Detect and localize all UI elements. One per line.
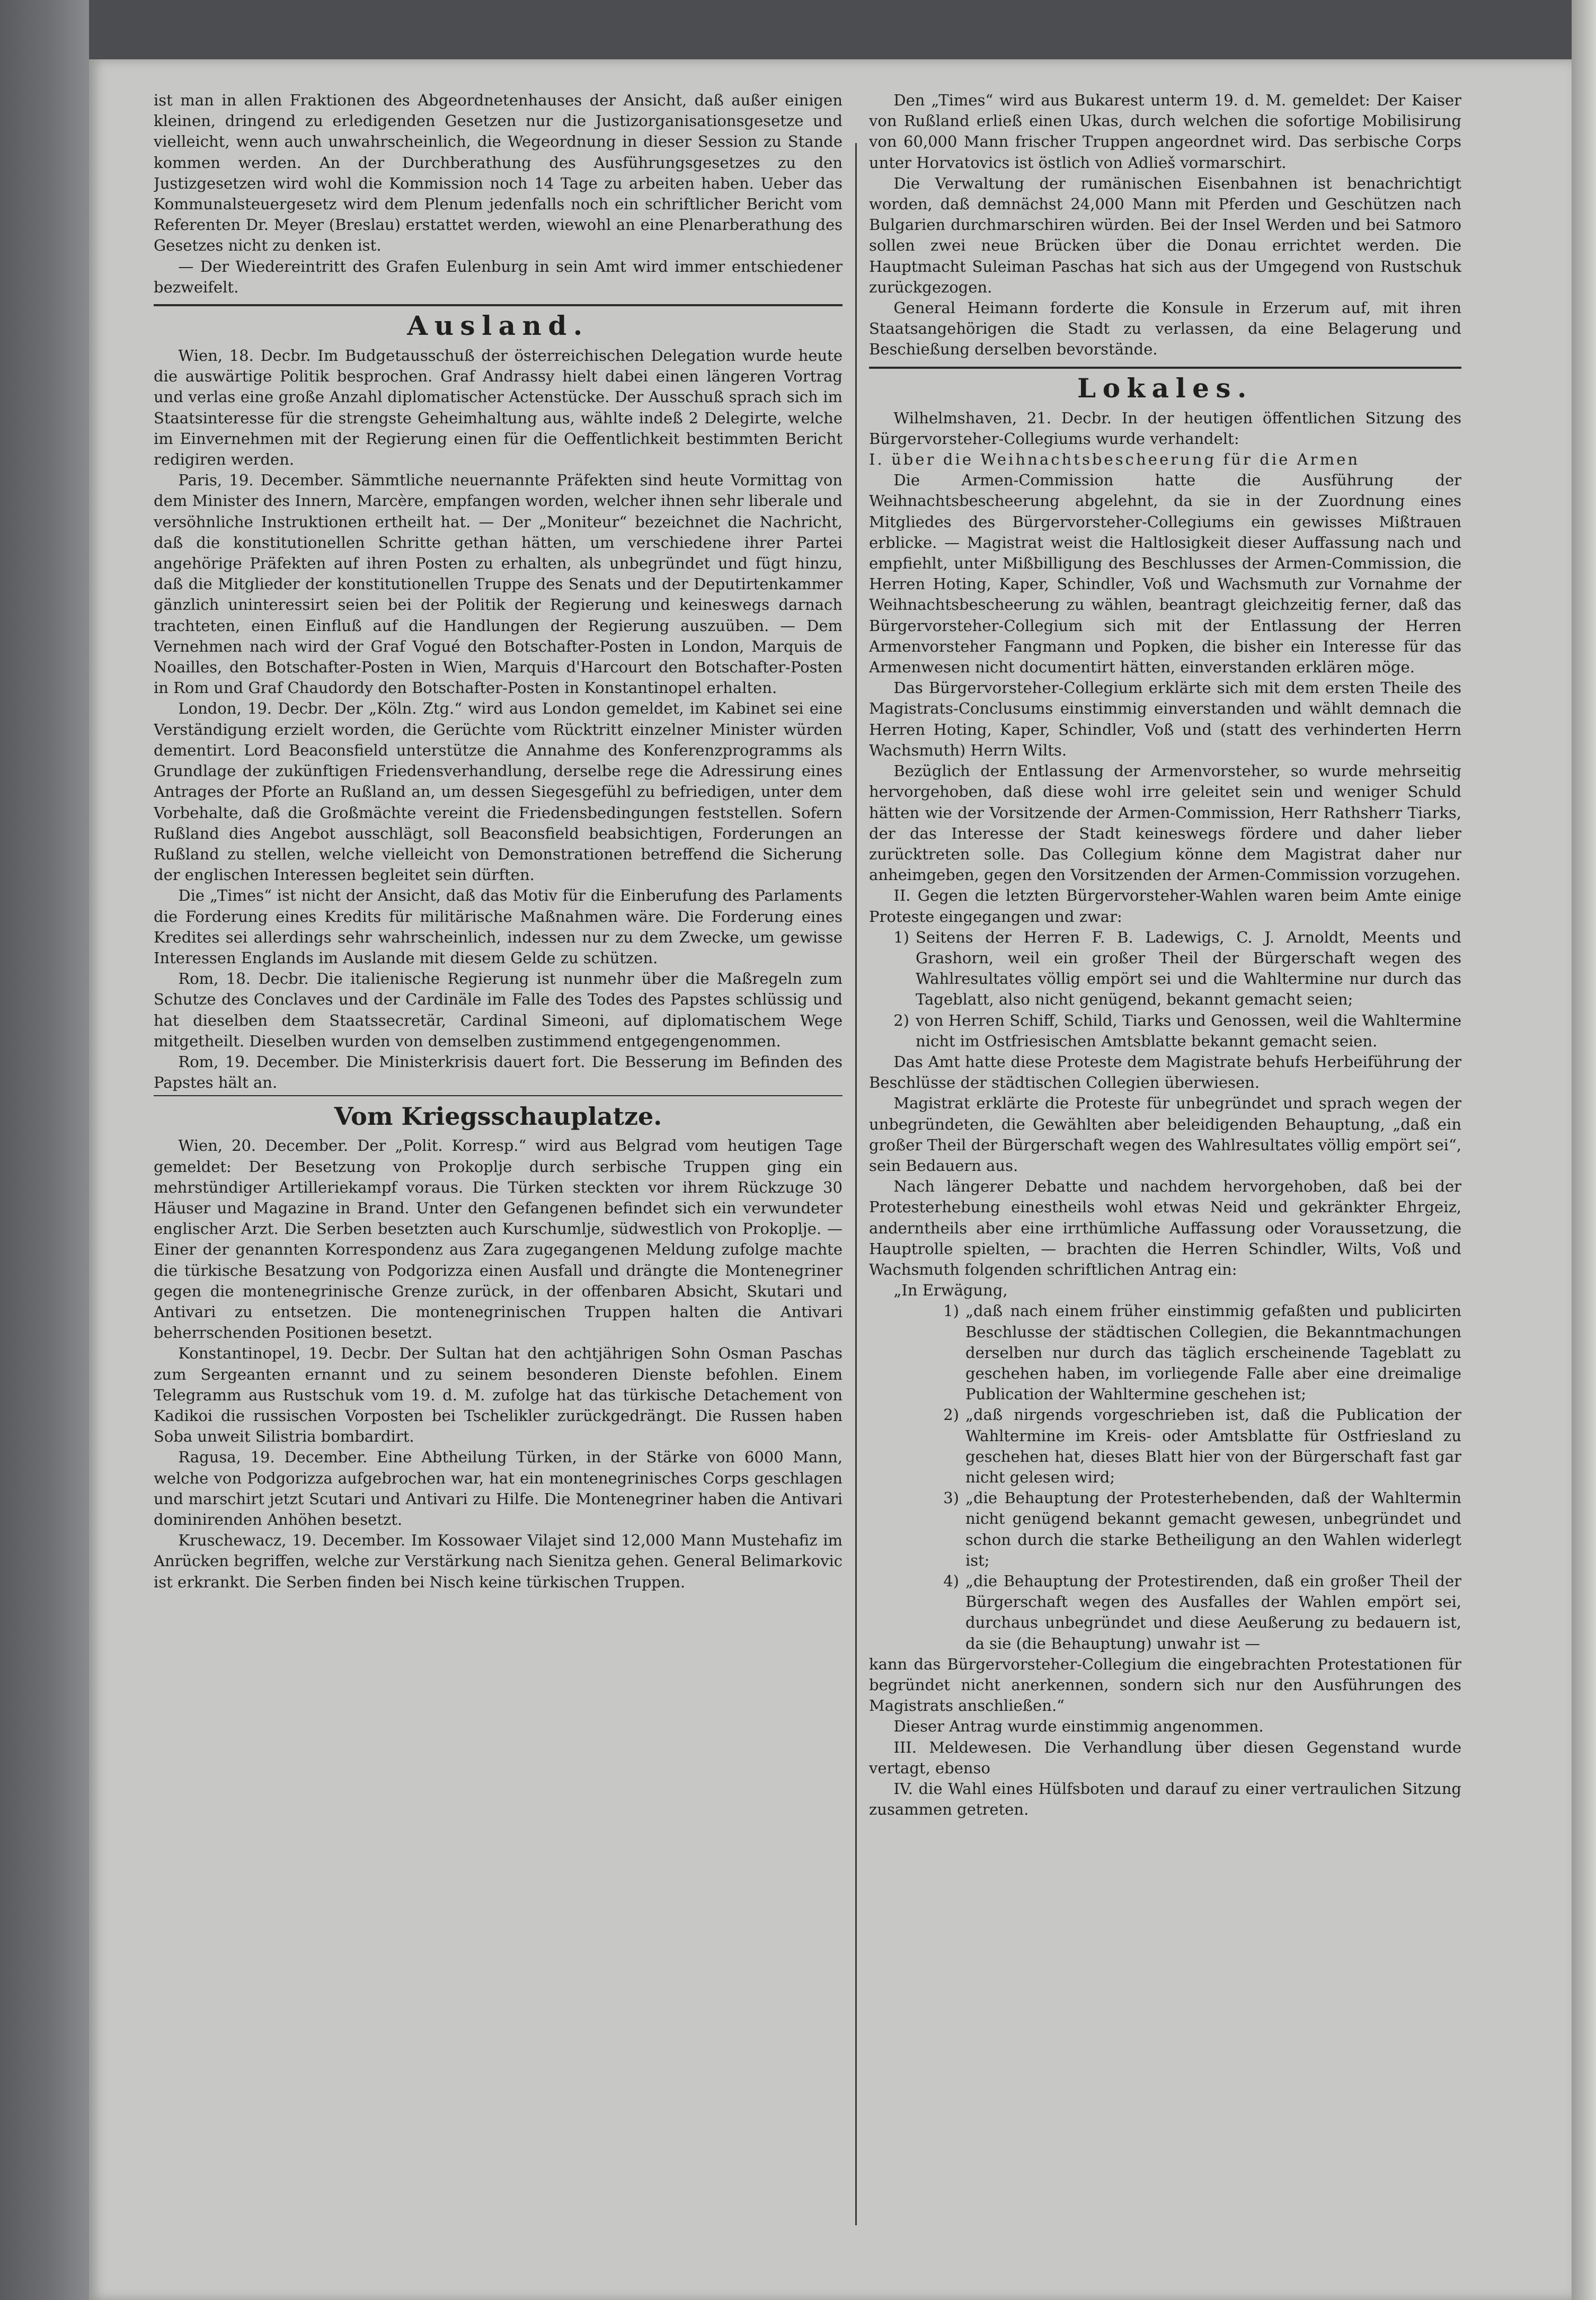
article-paragraph: Paris, 19. December. Sämmtliche neuernannte Präfekten sind heute Vormittag von dem Minister des Innern, Marcère, empfangen worden, welcher ihnen sehr liberale und versöhnliche Instruktionen ertheilt hat. — Der „Moniteur“ bezeichnet die Nachricht, daß die konstitutionellen Schritte gethan hätten, um verschiedene ihrer Partei angehörige Präfekten auf ihren Posten zu erhalten, als unbegründet und fügt hinzu, daß die Mitglieder der konstitutionellen Truppe des Senats und der Deputirtenkammer gänzlich uninteressirt seien bei der Politik der Regierung und keineswegs darnach trachteten, einen Einfluß auf die Handlungen der Regierung auszuüben. — Dem Vernehmen nach wird der Graf Vogué den Botschafter-Posten in London, Marquis de Noailles, den Botschafter-Posten in Wien, Marquis d'Harcourt den Botschafter-Posten in Rom und Graf Chaudordy den Botschafter-Posten in Konstantinopel erhalten. (154, 471, 843, 697)
intro-paragraph: ist man in allen Fraktionen des Abgeordnetenhauses der Ansicht, daß außer einigen kleinen, dringend zu erledigenden Gesetzen nur die Justizorganisationsgesetze und vielleicht, wenn auch unwahrscheinlich, die Wegeordnung in dieser Session zu Stande kommen werden. An der Durchberathung des Ausführungsgesetzes zu den Justizgesetzen wird wohl die Kommission noch 14 Tage zu arbeiten haben. Ueber das Kommunalsteuergesetz wird dem Plenum jedenfalls noch ein schriftlicher Bericht vom Referenten Dr. Meyer (Breslau) erstattet werden, wiewohl an eine Plenarberathung des Gesetzes nicht zu denken ist. (154, 91, 843, 255)
section-rule (154, 304, 843, 306)
kriegsschauplatz-heading: Vom Kriegsschauplatze. (334, 1102, 662, 1131)
antrag-item (869, 1301, 1461, 1405)
article-paragraph: Das Bürgervorsteher-Collegium erklärte sich mit dem ersten Theile des Magistrats-Conclusums einstimmig einverstanden und wählt demnach die Herren Hoting, Kaper, Schindler, Voß und (statt des verhinderten Herrn Wachsmuth) Herrn Wilts. (869, 679, 1461, 759)
article-paragraph: Wien, 18. Decbr. Im Budgetausschuß der österreichischen Delegation wurde heute die auswärtige Politik besprochen. Graf Andrassy hielt dabei einen längeren Vortrag und verlas eine große Anzahl diplomatischer Actenstücke. Der Ausschuß sprach sich im Staatsinteresse für die strengste Geheimhaltung aus, wählte indeß 2 Delegirte, welche im Einvernehmen mit der Regierung einen für die Oeffentlichkeit bestimmten Bericht redigiren werden. (154, 347, 843, 469)
article-paragraph: Das Amt hatte diese Proteste dem Magistrate behufs Herbeiführung der Beschlüsse der städtischen Collegien überwiesen. (869, 1052, 1461, 1092)
article-paragraph: IV. die Wahl eines Hülfsboten und darauf zu einer vertraulichen Sitzung zusammen getreten. (869, 1780, 1461, 1819)
article-paragraph: Rom, 19. December. Die Ministerkrisis dauert fort. Die Besserung im Befinden des Papstes hält an. (154, 1052, 843, 1092)
protest-item-number: 2) (893, 1011, 909, 1029)
article-paragraph: III. Meldewesen. Die Verhandlung über diesen Gegenstand wurde vertagt, ebenso (869, 1738, 1461, 1777)
article-paragraph: Die „Times“ ist nicht der Ansicht, daß das Motiv für die Einberufung des Parlaments die Forderung eines Kredits für militärische Maßnahmen wäre. Die Forderung eines Kredites sei allerdings sehr wahrscheinlich, indessen nur zu dem Zwecke, um gewisse Interessen Englands im Auslande mit diesem Gelde zu schützen. (154, 886, 843, 967)
antrag-item-number: 1) (943, 1302, 959, 1320)
antrag-item-number: 4) (943, 1572, 959, 1591)
protest-item-text: Seitens der Herren F. B. Ladewigs, C. J. Arnoldt, Meents und Grashorn, weil ein großer Theil der Bürgerschaft wegen des Wahlresultates völlig empört sei und die Wahltermine nur durch das Tageblatt, also nicht genügend, bekannt gemacht seien; (916, 928, 1461, 1009)
article-paragraph: Konstantinopel, 19. Decbr. Der Sultan hat den achtjährigen Sohn Osman Paschas zum Sergeanten ernannt und zu seinem besonderen Dienste befohlen. Einem Telegramm aus Rustschuk vom 19. d. M. zufolge hat das türkische Detachement von Kadikoi die russischen Vorposten bei Tschelikler zurückgedrängt. Die Russen haben Soba unweit Silistria bombardirt. (154, 1344, 843, 1446)
protest-item (869, 927, 1461, 1010)
antrag-item-number: 3) (943, 1489, 959, 1507)
lokales-heading: Lokales. (1077, 372, 1253, 404)
protest-item (869, 1010, 1461, 1052)
article-paragraph: General Heimann forderte die Konsule in Erzerum auf, mit ihren Staatsangehörigen die Stadt zu verlassen, da eine Belagerung und Beschießung derselben bevorstände. (869, 299, 1461, 359)
article-paragraph: Wien, 20. December. Der „Polit. Korresp.“ wird aus Belgrad vom heutigen Tage gemeldet: Der Besetzung von Prokoplje durch serbische Truppen ging ein mehrstündiger Artilleriekampf voraus. Die Türken steckten vor ihrem Rückzuge 30 Häuser und Magazine in Brand. Unter den Gefangenen befindet sich ein verwundeter englischer Arzt. Die Serben besetzten auch Kurschumlje, südwestlich von Prokoplje. — Einer der genannten Korrespondenz aus Zara zugegangenen Meldung zufolge machte die türkische Besatzung von Podgorizza einen Ausfall und drängte die Montenegriner gegen die montenegrinische Grenze zurück, in der offenbaren Absicht, Skutari und Antivari zu entsetzen. Die montenegrinischen Truppen halten die Antivari beherrschenden Positionen besetzt. (154, 1136, 843, 1342)
left-column (154, 90, 843, 2231)
antrag-intro: „In Erwägung, (893, 1281, 1008, 1300)
article-paragraph: kann das Bürgervorsteher-Collegium die eingebrachten Protestationen für begründet nicht anerkennen, sondern sich nur den Ausführungen des Magistrats anschließen.“ (869, 1655, 1461, 1715)
intro-paragraph: — Der Wiedereintritt des Grafen Eulenburg in sein Amt wird immer entschiedener bezweifelt. (154, 257, 843, 296)
article-paragraph: Den „Times“ wird aus Bukarest unterm 19. d. M. gemeldet: Der Kaiser von Rußland erließ einen Ukas, durch welchen die sofortige Mobilisirung von 60,000 Mann frischer Truppen angeordnet wird. Das serbische Corps unter Horvatovics ist östlich von Adlieš vormarschirt. (869, 91, 1461, 172)
right-column (869, 90, 1461, 2231)
article-paragraph: Bezüglich der Entlassung der Armenvorsteher, so wurde mehrseitig hervorgehoben, daß diese wohl irre geleitet sein und weniger Schuld hätten wie der Vorsitzende der Armen-Commission, Herr Rathsherr Tiarks, der das Interesse der Stadt keineswegs fördere und daher lieber zurücktreten solle. Das Collegium könne dem Magistrat daher nur anheimgeben, gegen den Vorsitzenden der Armen-Commission vorzugehen. (869, 762, 1461, 884)
article-paragraph: Ragusa, 19. December. Eine Abtheilung Türken, in der Stärke von 6000 Mann, welche von Podgorizza aufgebrochen war, hat ein montenegrinisches Corps geschlagen und marschirt jetzt Scutari und Antivari zu Hilfe. Die Montenegriner haben die Antivari dominirenden Anhöhen besetzt. (154, 1448, 843, 1529)
article-paragraph: Magistrat erklärte die Proteste für unbegründet und sprach wegen der unbegründeten, die Gewählten aber beleidigenden Behauptung, „daß ein großer Theil der Bürgerschaft wegen des Wahlresultates völlig empört sei“, sein Bedauern aus. (869, 1094, 1461, 1175)
book-binding (0, 0, 89, 2300)
column-divider (855, 143, 857, 2225)
antrag-item (869, 1405, 1461, 1488)
antrag-item (869, 1488, 1461, 1571)
antrag-item-text: „daß nirgends vorgeschrieben ist, daß die Publication der Wahltermine im Kreis- oder Amtsblatte für Ostfriesland zu geschehen hat, dieses Blatt hier von der Bürgerschaft fast gar nicht gelesen wird; (965, 1406, 1461, 1486)
page-edge (1572, 0, 1596, 2300)
antrag-item-text: „die Behauptung der Protesterhebenden, daß der Wahltermin nicht genügend bekannt gemacht gewesen, unbegründet und schon durch die starke Betheiligung an den Wahlen widerlegt ist; (965, 1489, 1461, 1569)
antrag-item-text: „daß nach einem früher einstimmig gefaßten und publicirten Beschlusse der städtischen Collegien, die Bekanntmachungen derselben nur durch das täglich erscheinende Tageblatt zu geschehen haben, im vorliegende Falle aber eine dreimalige Publication der Wahltermine geschehen ist; (965, 1302, 1461, 1404)
article-paragraph: II. Gegen die letzten Bürgervorsteher-Wahlen waren beim Amte einige Proteste eingegangen und zwar: (869, 886, 1461, 926)
antrag-item-number: 2) (943, 1406, 959, 1424)
article-paragraph: Kruschewacz, 19. December. Im Kossowaer Vilajet sind 12,000 Mann Mustehafiz im Anrücken begriffen, welche zur Verstärkung nach Sienitza gehen. General Belimarkovic ist erkrankt. Die Serben finden bei Nisch keine türkischen Truppen. (154, 1531, 843, 1591)
section-rule (154, 1095, 843, 1096)
article-paragraph: Die Verwaltung der rumänischen Eisenbahnen ist benachrichtigt worden, daß demnächst 24,000 Mann mit Pferden und Geschützen nach Bulgarien durchmarschiren würden. Bei der Insel Werden und bei Satmoro sollen zwei neue Brücken über die Donau errichtet werden. Die Hauptmacht Suleiman Paschas hat sich aus der Umgegend von Rustschuk zurückgezogen. (869, 174, 1461, 296)
protest-item-number: 1) (893, 928, 909, 946)
antrag-item (869, 1571, 1461, 1654)
ausland-heading: Ausland. (407, 310, 589, 342)
lokales-intro: Wilhelmshaven, 21. Decbr. In der heutigen öffentlichen Sitzung des Bürgervorsteher-Collegiums wurde verhandelt: (869, 409, 1461, 448)
article-paragraph: London, 19. Decbr. Der „Köln. Ztg.“ wird aus London gemeldet, im Kabinet sei eine Verständigung erzielt worden, die Gerüchte vom Rücktritt einzelner Minister würden dementirt. Lord Beaconsfield unterstütze die Annahme des Konferenzprogramms als Grundlage der zukünftigen Friedensverhandlung, derselbe rege die Adressirung eines Antrages der Pforte an Rußland an, um dessen Siegesgefühl zu befriedigen, unter dem Vorbehalte, daß die Großmächte vereint die Friedensbedingungen feststellen. Sofern Rußland dies Angebot ausschlägt, soll Beaconsfield beabsichtigen, Forderungen an Rußland zu stellen, welche vielleicht von Demonstrationen betreffend die Sicherung der englischen Interessen begleitet sein dürften. (154, 699, 843, 884)
antrag-item-text: „die Behauptung der Protestirenden, daß ein großer Theil der Bürgerschaft wegen des Ausfalles der Wahlen empört sei, durchaus unbegründet und diese Aeußerung zu bedauern ist, da sie (die Behauptung) unwahr ist — (965, 1572, 1461, 1653)
article-paragraph: Die Armen-Commission hatte die Ausführung der Weihnachtsbescheerung abgelehnt, da sie in der Zuordnung eines Mitgliedes des Bürgervorsteher-Collegiums ein gewisses Mißtrauen erblicke. — Magistrat weist die Haltlosigkeit dieser Auffassung nach und empfiehlt, unter Mißbilligung des Beschlusses der Armen-Commission, die Herren Hoting, Kaper, Schindler, Voß und Wachsmuth zur Vornahme der Weihnachtsbescheerung zu wählen, beantragt gleichzeitig ferner, daß das Bürgervorsteher-Collegium sich mit der Entlassung der Herren Armenvorsteher Fangmann und Popken, die bisher ein Interesse für das Armenwesen nicht documentirt hätten, einverstanden erklären möge. (869, 471, 1461, 677)
article-paragraph: Dieser Antrag wurde einstimmig angenommen. (893, 1717, 1264, 1736)
section-rule (869, 367, 1461, 369)
article-paragraph: Nach längerer Debatte und nachdem hervorgehoben, daß bei der Protesterhebung einestheils wohl etwas Neid und gekränkter Ehrgeiz, anderntheils aber eine irrthümliche Auffassung oder Voraussetzung, die Hauptrolle spielten, — brachten die Herren Schindler, Wilts, Voß und Wachsmuth folgenden schriftlichen Antrag ein: (869, 1177, 1461, 1278)
article-paragraph: Rom, 18. Decbr. Die italienische Regierung ist nunmehr über die Maßregeln zum Schutze des Conclaves und der Cardinäle im Falle des Todes des Papstes schlüssig und hat dieselben dem Staatssecretär, Cardinal Simeoni, auf diplomatischem Wege mitgetheilt. Dieselben wurden von demselben zustimmend entgegengenommen. (154, 970, 843, 1050)
section-title: I. über die Weihnachtsbescheerung für die Armen (869, 450, 1360, 469)
protest-item-text: von Herren Schiff, Schild, Tiarks und Genossen, weil die Wahltermine nicht im Ostfriesischen Amtsblatte bekannt gemacht seien. (916, 1011, 1461, 1050)
